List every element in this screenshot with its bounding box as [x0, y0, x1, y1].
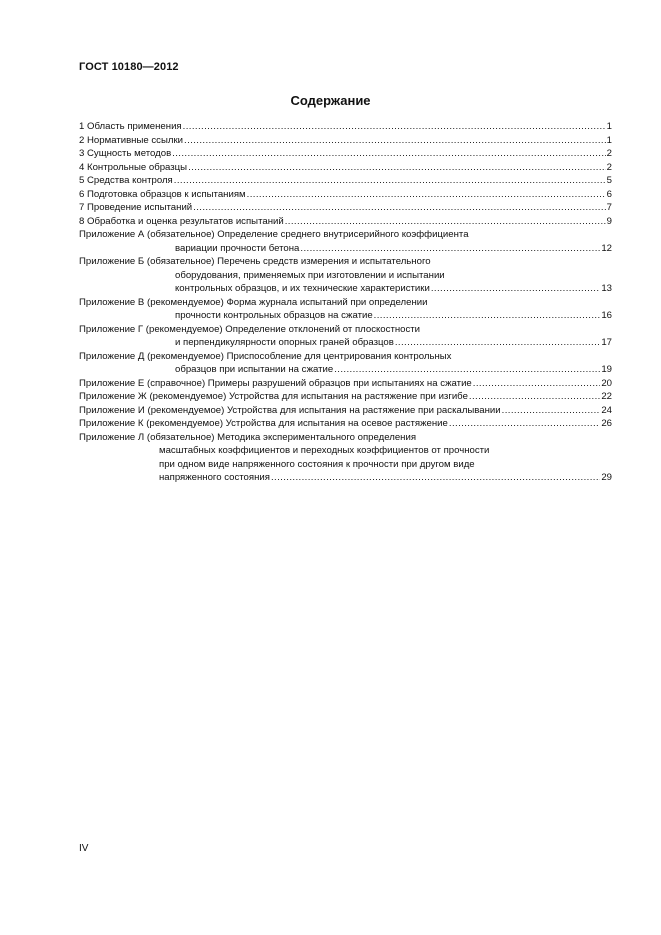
dot-leader	[285, 215, 606, 229]
toc-entry-title-continuation: прочности контрольных образцов на сжатие	[175, 310, 373, 321]
table-of-contents	[79, 120, 612, 485]
toc-entry-title: Приложение К (рекомендуемое) Устройства для испытания на осевое растяжение	[79, 418, 448, 429]
dot-leader	[271, 471, 600, 485]
toc-page-number: 5	[606, 175, 612, 186]
toc-entry-title: Приложение Ж (рекомендуемое) Устройства для испытания на растяжение при изгибе	[79, 391, 468, 402]
toc-entry[interactable]	[79, 228, 612, 255]
dot-leader	[374, 309, 601, 323]
dot-leader	[188, 161, 606, 175]
toc-page-number: 9	[606, 215, 612, 227]
toc-page-number: 17	[601, 337, 612, 348]
toc-entry-title: Приложение Б (обязательное) Перечень средств измерения и испытательного	[79, 256, 431, 267]
toc-page-number: 1	[606, 121, 612, 132]
toc-entry-title-continuation: напряженного состояния	[159, 472, 270, 483]
dot-leader	[395, 336, 600, 350]
toc-entry-title: 1 Область применения	[79, 121, 182, 132]
document-code: ГОСТ 10180—2012	[79, 61, 179, 73]
toc-page-number: 7	[606, 202, 612, 213]
toc-entry[interactable]	[79, 255, 612, 296]
toc-entry-title: Приложение И (рекомендуемое) Устройства для испытания на растяжение при раскалывании	[79, 404, 501, 416]
toc-entry-title: 3 Сущность методов	[79, 148, 172, 159]
toc-page-number: 13	[601, 283, 612, 294]
dot-leader	[502, 404, 601, 418]
dot-leader	[469, 390, 600, 404]
toc-entry[interactable]	[79, 174, 612, 188]
dot-leader	[473, 377, 601, 391]
toc-page-number: 2	[606, 161, 612, 173]
toc-entry[interactable]	[79, 296, 612, 323]
toc-entry[interactable]	[79, 417, 612, 431]
toc-entry-title-continuation: масштабных коэффициентов и переходных коэффициентов от прочности	[159, 445, 490, 456]
toc-entry-title: Приложение В (рекомендуемое) Форма журнала испытаний при определении	[79, 296, 428, 308]
toc-entry[interactable]	[79, 188, 612, 202]
page-number: IV	[79, 843, 89, 854]
toc-page-number: 16	[601, 310, 612, 321]
dot-leader	[334, 363, 600, 377]
toc-entry[interactable]	[79, 201, 612, 215]
dot-leader	[193, 201, 605, 215]
toc-entry-title-continuation: оборудования, применяемых при изготовлении и испытании	[175, 269, 445, 281]
toc-entry-title: Приложение Е (справочное) Примеры разрушений образцов при испытаниях на сжатие	[79, 377, 472, 389]
toc-entry-title-continuation: при одном виде напряженного состояния к прочности при другом виде	[159, 458, 475, 470]
toc-entry-title: Приложение Л (обязательное) Методика экспериментального определения	[79, 431, 417, 443]
toc-entry[interactable]	[79, 323, 612, 350]
dot-leader	[449, 417, 600, 431]
toc-page-number: 22	[601, 391, 612, 402]
toc-entry[interactable]	[79, 404, 612, 418]
toc-page-number: 26	[601, 418, 612, 429]
toc-page-number: 20	[601, 377, 612, 389]
dot-leader	[184, 134, 606, 148]
toc-entry-title: Приложение Д (рекомендуемое) Приспособление для центрирования контрольных	[79, 350, 452, 362]
dot-leader	[174, 174, 606, 188]
toc-entry[interactable]	[79, 377, 612, 391]
toc-entry-title: Приложение Г (рекомендуемое) Определение отклонений от плоскостности	[79, 323, 421, 335]
toc-title: Содержание	[290, 93, 371, 108]
toc-entry[interactable]	[79, 147, 612, 161]
toc-entry[interactable]	[79, 350, 612, 377]
toc-entry-title: 8 Обработка и оценка результатов испытаний	[79, 215, 284, 227]
toc-entry[interactable]	[79, 215, 612, 229]
toc-entry-title-continuation: контрольных образцов, и их технические характеристики	[175, 283, 430, 294]
toc-entry-title: Приложение А (обязательное) Определение среднего внутрисерийного коэффициента	[79, 229, 469, 240]
toc-entry[interactable]	[79, 120, 612, 134]
toc-page-number: 6	[606, 188, 612, 200]
dot-leader	[300, 242, 600, 256]
toc-entry-title: 2 Нормативные ссылки	[79, 134, 184, 146]
toc-entry-title: 6 Подготовка образцов к испытаниям	[79, 188, 246, 200]
dot-leader	[183, 120, 606, 134]
toc-page-number: 24	[601, 404, 612, 416]
toc-page-number: 29	[601, 472, 612, 483]
dot-leader	[172, 147, 605, 161]
toc-entry[interactable]	[79, 161, 612, 175]
toc-entry-title: 4 Контрольные образцы	[79, 161, 188, 173]
dot-leader	[431, 282, 601, 296]
toc-page-number: 19	[601, 364, 612, 375]
toc-entry-title: 5 Средства контроля	[79, 175, 173, 186]
toc-entry-title: 7 Проведение испытаний	[79, 202, 193, 213]
dot-leader	[247, 188, 606, 202]
toc-entry[interactable]	[79, 134, 612, 148]
toc-page-number: 12	[601, 242, 612, 254]
toc-entry-title-continuation: образцов при испытании на сжатие	[175, 364, 334, 375]
toc-entry-title-continuation: и перпендикулярности опорных граней образцов	[175, 337, 394, 348]
toc-page-number: 1	[606, 134, 612, 146]
toc-entry-title-continuation: вариации прочности бетона	[175, 242, 300, 254]
toc-entry[interactable]	[79, 431, 612, 485]
toc-entry[interactable]	[79, 390, 612, 404]
toc-page-number: 2	[606, 148, 612, 159]
